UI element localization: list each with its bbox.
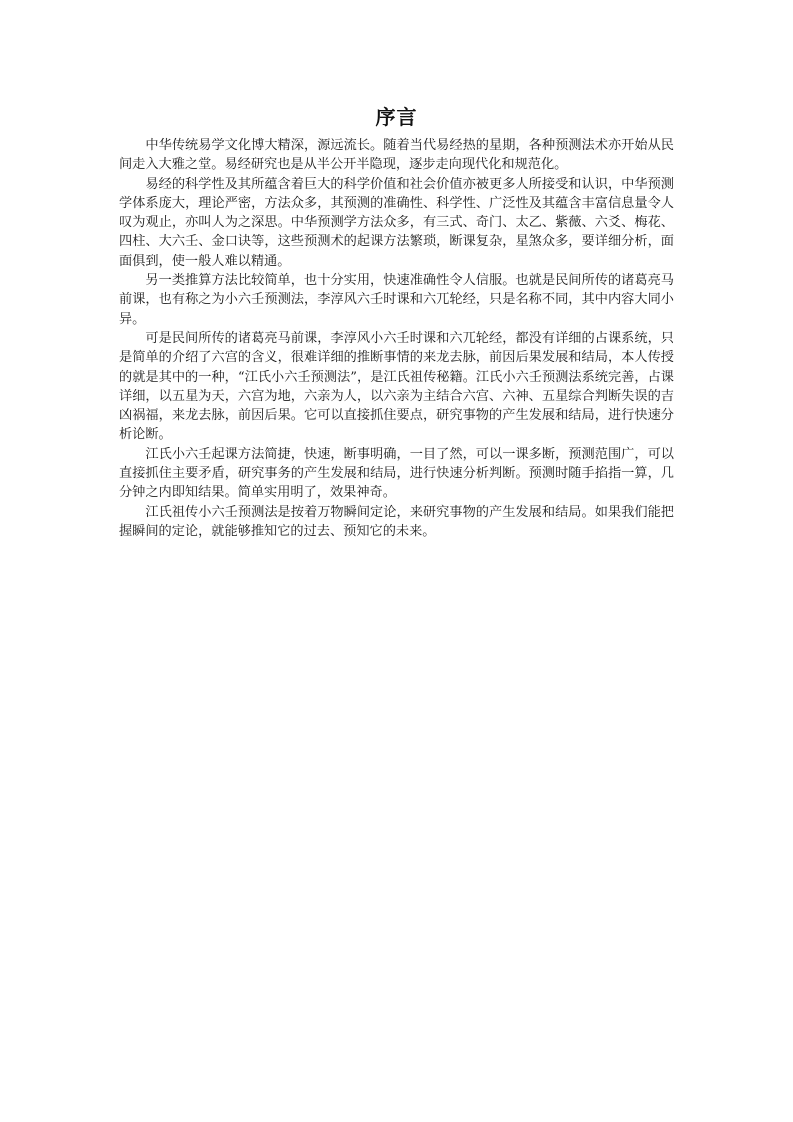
paragraph: 中华传统易学文化博大精深，源远流长。随着当代易经热的星期，各种预测法术亦开始从民间走入大雅之堂。易经研究也是从半公开半隐现，逐步走向现代化和规范化。 [119,138,674,173]
paragraph: 可是民间所传的诸葛亮马前课，李淳风小六壬时课和六兀轮经，都没有详细的占课系统，只是简单的介绍了六宫的含义，很难详细的推断事情的来龙去脉，前因后果发展和结局，本人传授的就是其中的一种，“江氏小六壬预测法”，是江氏祖传秘籍。江氏小六壬预测法系统完善，占课详细，以五星为天，六宫为地，六亲为人，以六亲为主结合六宫、六神、五星综合判断失误的吉凶祸福，来龙去脉，前因后果。它可以直接抓住要点，研究事物的产生发展和结局，进行快速分析论断。 [119,330,674,443]
page-title: 序言 [375,105,418,129]
paragraph: 另一类推算方法比较简单，也十分实用，快速准确性令人信服。也就是民间所传的诸葛亮马前课，也有称之为小六壬预测法，李淳风六壬时课和六兀轮经，只是名称不同，其中内容大同小异。 [119,273,674,327]
paragraph: 易经的科学性及其所蕴含着巨大的科学价值和社会价值亦被更多人所接受和认识，中华预测学体系庞大，理论严密，方法众多，其预测的准确性、科学性、广泛性及其蕴含丰富信息量令人叹为观止，亦叫人为之深思。中华预测学方法众多，有三式、奇门、太乙、紫薇、六爻、梅花、四柱、大六壬、金口诀等，这些预测术的起课方法繁琐，断课复杂，星煞众多，要详细分析，面面俱到，使一般人难以精通。 [119,176,674,269]
paragraph: 江氏小六壬起课方法简捷，快速，断事明确，一目了然，可以一课多断，预测范围广，可以直接抓住主要矛盾，研究事务的产生发展和结局，进行快速分析判断。预测时随手掐指一算，几分钟之内即知结果。简单实用明了，效果神奇。 [119,446,674,501]
paragraph: 江氏祖传小六壬预测法是按着万物瞬间定论，来研究事物的产生发展和结局。如果我们能把握瞬间的定论，就能够推知它的过去、预知它的未来。 [119,504,674,539]
preface-body [119,136,674,541]
